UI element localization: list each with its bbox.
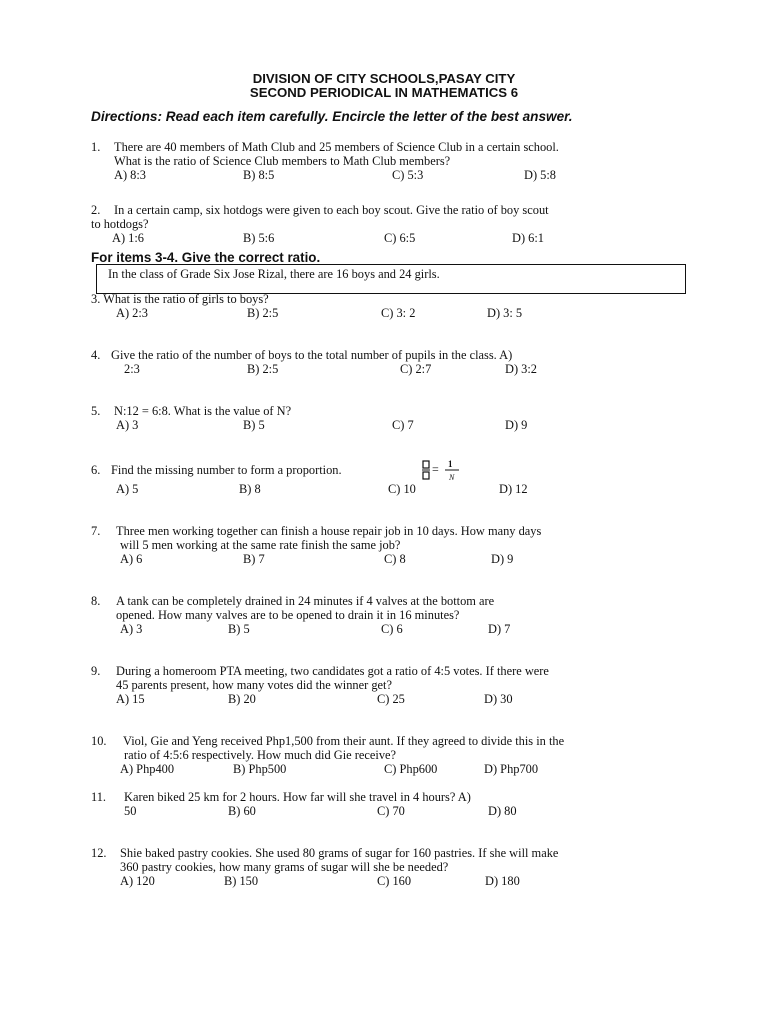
question-text: opened. How many valves are to be opened to drain it in 16 minutes? <box>116 608 460 622</box>
choice-c[interactable]: C) 5:3 <box>392 168 424 182</box>
question-text: will 5 men working at the same rate finish the same job? <box>120 538 401 552</box>
question-number: 10. <box>91 734 107 748</box>
given-info-text: In the class of Grade Six Jose Rizal, there are 16 boys and 24 girls. <box>108 267 440 281</box>
directions: Directions: Read each item carefully. Encircle the letter of the best answer. <box>91 109 573 124</box>
question-text: During a homeroom PTA meeting, two candidates got a ratio of 4:5 votes. If there were <box>116 664 549 678</box>
equals-sign: = <box>432 462 439 476</box>
choice-d[interactable]: D) 7 <box>488 622 511 636</box>
choice-d[interactable]: D) 180 <box>485 874 520 888</box>
question-text: 3. What is the ratio of girls to boys? <box>91 292 269 306</box>
choice-c[interactable]: C) 7 <box>392 418 414 432</box>
question-number: 4. <box>91 348 101 362</box>
choice-a[interactable]: A) 15 <box>116 692 145 706</box>
choice-d[interactable]: D) 30 <box>484 692 513 706</box>
choice-c[interactable]: C) 6 <box>381 622 403 636</box>
question-number: 12. <box>91 846 107 860</box>
choice-b[interactable]: B) 20 <box>228 692 256 706</box>
question-number: 2. <box>91 203 101 217</box>
choice-a[interactable]: A) 8:3 <box>114 168 147 182</box>
choice-d[interactable]: D) 9 <box>491 552 514 566</box>
question-number: 7. <box>91 524 101 538</box>
choice-c[interactable]: C) 160 <box>377 874 412 888</box>
choice-c[interactable]: C) 8 <box>384 552 406 566</box>
choice-c[interactable]: C) 25 <box>377 692 405 706</box>
choice-b[interactable]: B) 150 <box>224 874 259 888</box>
choice-b[interactable]: B) 5 <box>243 418 265 432</box>
choice-b[interactable]: B) 2:5 <box>247 306 279 320</box>
question-text: 360 pastry cookies, how many grams of sugar will she be needed? <box>120 860 449 874</box>
fraction-numerator: 1 <box>448 459 453 469</box>
question-number: 1. <box>91 140 101 154</box>
choice-b[interactable]: B) 5:6 <box>243 231 275 245</box>
section-instruction: For items 3-4. Give the correct ratio. <box>91 250 321 265</box>
question-text: A tank can be completely drained in 24 minutes if 4 valves at the bottom are <box>116 594 495 608</box>
choice-b[interactable]: B) 8:5 <box>243 168 275 182</box>
choice-c[interactable]: C) 10 <box>388 482 416 496</box>
choice-d[interactable]: D) Php700 <box>484 762 539 776</box>
choice-c[interactable]: C) 2:7 <box>400 362 432 376</box>
question-text: Shie baked pastry cookies. She used 80 grams of sugar for 160 pastries. If she will make <box>120 846 559 860</box>
choice-d[interactable]: D) 6:1 <box>512 231 545 245</box>
choice-d[interactable]: D) 80 <box>488 804 517 818</box>
question-text: Find the missing number to form a proportion. <box>111 463 342 477</box>
question-text: to hotdogs? <box>91 217 149 231</box>
choice-a[interactable]: A) 3 <box>120 622 143 636</box>
header-exam-title: SECOND PERIODICAL IN MATHEMATICS 6 <box>249 85 519 100</box>
choice-d[interactable]: D) 3:2 <box>505 362 538 376</box>
given-info-box <box>96 264 686 294</box>
choice-d[interactable]: D) 5:8 <box>524 168 557 182</box>
question-text: There are 40 members of Math Club and 25 members of Science Club in a certain school. <box>114 140 559 154</box>
choice-a[interactable]: A) 120 <box>120 874 155 888</box>
choice-c[interactable]: C) 70 <box>377 804 405 818</box>
question-text: 45 parents present, how many votes did the winner get? <box>116 678 392 692</box>
question-text: Karen biked 25 km for 2 hours. How far will she travel in 4 hours? A) <box>124 790 471 804</box>
choice-c[interactable]: C) 6:5 <box>384 231 416 245</box>
question-number: 8. <box>91 594 101 608</box>
choice-d[interactable]: D) 12 <box>499 482 528 496</box>
question-text: Give the ratio of the number of boys to the total number of pupils in the class. A) <box>111 348 513 362</box>
choice-b[interactable]: B) 7 <box>243 552 265 566</box>
question-text: N:12 = 6:8. What is the value of N? <box>114 404 292 418</box>
choice-d[interactable]: D) 9 <box>505 418 528 432</box>
header-school-division: DIVISION OF CITY SCHOOLS,PASAY CITY <box>252 71 516 86</box>
choice-c[interactable]: C) 3: 2 <box>381 306 416 320</box>
question-text: ratio of 4:5:6 respectively. How much did Gie receive? <box>124 748 397 762</box>
choice-c[interactable]: C) Php600 <box>384 762 438 776</box>
question-number: 11. <box>91 790 107 804</box>
choice-a[interactable]: A) 6 <box>120 552 143 566</box>
choice-a[interactable]: A) 2:3 <box>116 306 149 320</box>
question-number: 5. <box>91 404 101 418</box>
question-text: Viol, Gie and Yeng received Php1,500 from their aunt. If they agreed to divide this in the <box>123 734 565 748</box>
choice-b[interactable]: B) 2:5 <box>247 362 279 376</box>
choice-b[interactable]: B) 5 <box>228 622 250 636</box>
fraction-denominator: N <box>449 473 455 482</box>
choice-a[interactable]: A) Php400 <box>120 762 175 776</box>
question-text: What is the ratio of Science Club members to Math Club members? <box>114 154 451 168</box>
choice-d[interactable]: D) 3: 5 <box>487 306 523 320</box>
choice-a[interactable]: 2:3 <box>124 362 140 376</box>
question-text: Three men working together can finish a house repair job in 10 days. How many days <box>116 524 542 538</box>
blank-fraction-icon <box>421 458 465 484</box>
choice-b[interactable]: B) Php500 <box>233 762 287 776</box>
choice-a[interactable]: 50 <box>124 804 137 818</box>
question-number: 6. <box>91 463 101 477</box>
choice-b[interactable]: B) 8 <box>239 482 261 496</box>
choice-a[interactable]: A) 5 <box>116 482 139 496</box>
choice-b[interactable]: B) 60 <box>228 804 256 818</box>
question-text: In a certain camp, six hotdogs were given to each boy scout. Give the ratio of boy scout <box>114 203 549 217</box>
question-number: 9. <box>91 664 101 678</box>
proportion-fraction <box>421 458 465 484</box>
choice-a[interactable]: A) 1:6 <box>112 231 145 245</box>
choice-a[interactable]: A) 3 <box>116 418 139 432</box>
